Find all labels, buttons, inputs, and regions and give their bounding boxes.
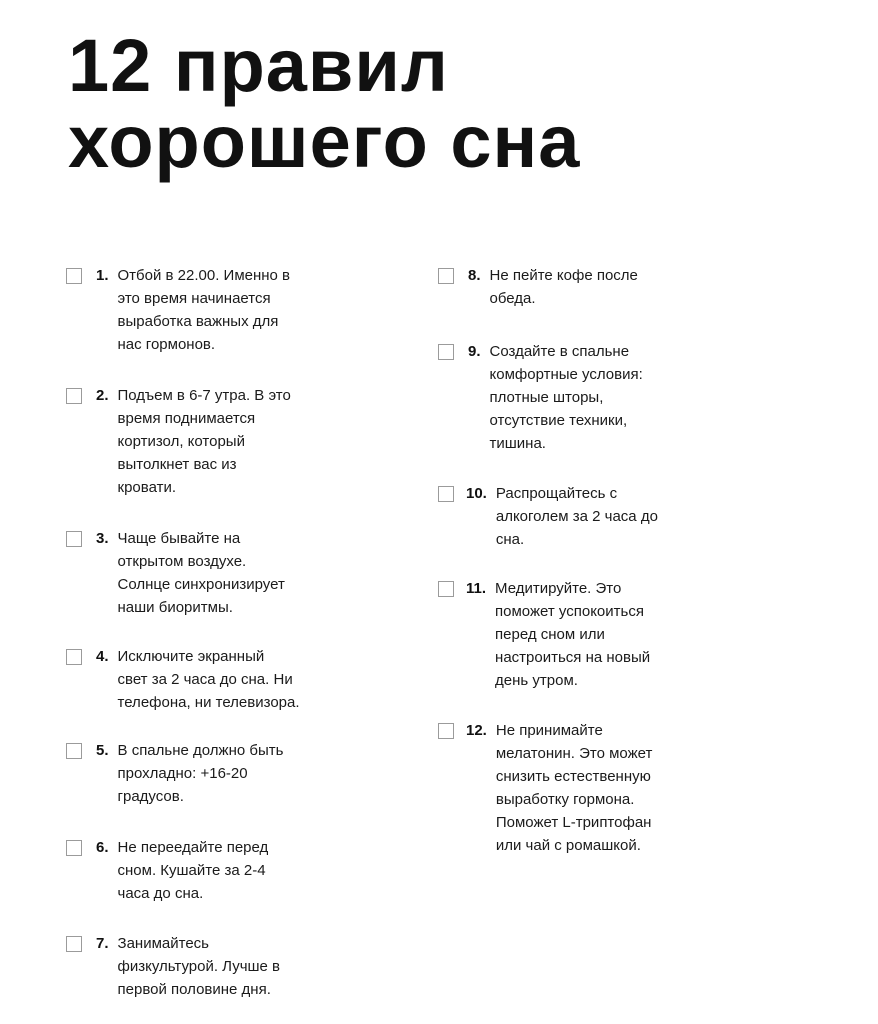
rule-item-4 — [66, 645, 300, 714]
rule-text-12: Не принимайте мелатонин. Это может снизить естественную выработку гормона. Поможет L-триптофан или чай с ромашкой. — [495, 722, 653, 854]
rule-number-5: 5. — [96, 742, 109, 759]
rule-number-4: 4. — [96, 648, 109, 665]
page-title — [68, 24, 581, 183]
rule-checkbox-9[interactable] — [438, 344, 454, 360]
rule-checkbox-3[interactable] — [66, 531, 82, 547]
rule-number-2: 2. — [96, 387, 109, 404]
rule-number-10: 10. — [466, 485, 487, 502]
rule-number-7: 7. — [96, 935, 109, 952]
rule-item-3 — [66, 527, 285, 619]
rule-text-10: Распрощайтесь с алкоголем за 2 часа до сна. — [495, 485, 658, 548]
rule-item-6 — [66, 836, 268, 905]
rule-number-8: 8. — [468, 267, 481, 284]
rule-checkbox-1[interactable] — [66, 268, 82, 284]
rule-text-9: Создайте в спальне комфортные условия: плотные шторы, отсутствие техники, тишина. — [489, 343, 643, 452]
rule-item-5 — [66, 739, 283, 808]
rule-number-6: 6. — [96, 839, 109, 856]
rule-item-2 — [66, 384, 291, 499]
rule-text-7: Занимайтесь физкультурой. Лучше в первой половине дня. — [117, 935, 281, 998]
rule-item-11 — [438, 577, 650, 692]
rule-checkbox-11[interactable] — [438, 581, 454, 597]
rule-text-1: Отбой в 22.00. Именно в это время начинается выработка важных для нас гормонов. — [117, 267, 291, 353]
rule-checkbox-6[interactable] — [66, 840, 82, 856]
rule-checkbox-12[interactable] — [438, 723, 454, 739]
rule-text-6: Не переедайте перед сном. Кушайте за 2-4 часа до сна. — [117, 839, 269, 902]
page-title-line-2: хорошего сна — [68, 100, 581, 183]
rule-text-8: Не пейте кофе после обеда. — [489, 267, 638, 307]
rule-text-5: В спальне должно быть прохладно: +16-20 градусов. — [117, 742, 284, 805]
rule-checkbox-4[interactable] — [66, 649, 82, 665]
rule-checkbox-5[interactable] — [66, 743, 82, 759]
rule-checkbox-8[interactable] — [438, 268, 454, 284]
rule-text-11: Медитируйте. Это поможет успокоиться перед сном или настроиться на новый день утром. — [495, 580, 651, 689]
page-title-line-1: 12 правил — [68, 24, 449, 107]
rule-item-9 — [438, 340, 643, 455]
rule-item-8 — [438, 264, 638, 310]
rule-checkbox-10[interactable] — [438, 486, 454, 502]
rule-item-1 — [66, 264, 290, 356]
rule-number-3: 3. — [96, 530, 109, 547]
rule-number-1: 1. — [96, 267, 109, 284]
rule-checkbox-7[interactable] — [66, 936, 82, 952]
rule-text-3: Чаще бывайте на открытом воздухе. Солнце синхронизирует наши биоритмы. — [117, 530, 285, 616]
rule-number-12: 12. — [466, 722, 487, 739]
rule-item-7 — [66, 932, 280, 1001]
rule-number-9: 9. — [468, 343, 481, 360]
rule-number-11: 11. — [466, 580, 487, 597]
rule-checkbox-2[interactable] — [66, 388, 82, 404]
rule-item-10 — [438, 482, 658, 551]
rule-text-4: Исключите экранный свет за 2 часа до сна. Ни телефона, ни телевизора. — [117, 648, 300, 711]
rule-item-12 — [438, 719, 652, 857]
rule-text-2: Подъем в 6-7 утра. В это время поднимается кортизол, который вытолкнет вас из кровати. — [117, 387, 291, 496]
